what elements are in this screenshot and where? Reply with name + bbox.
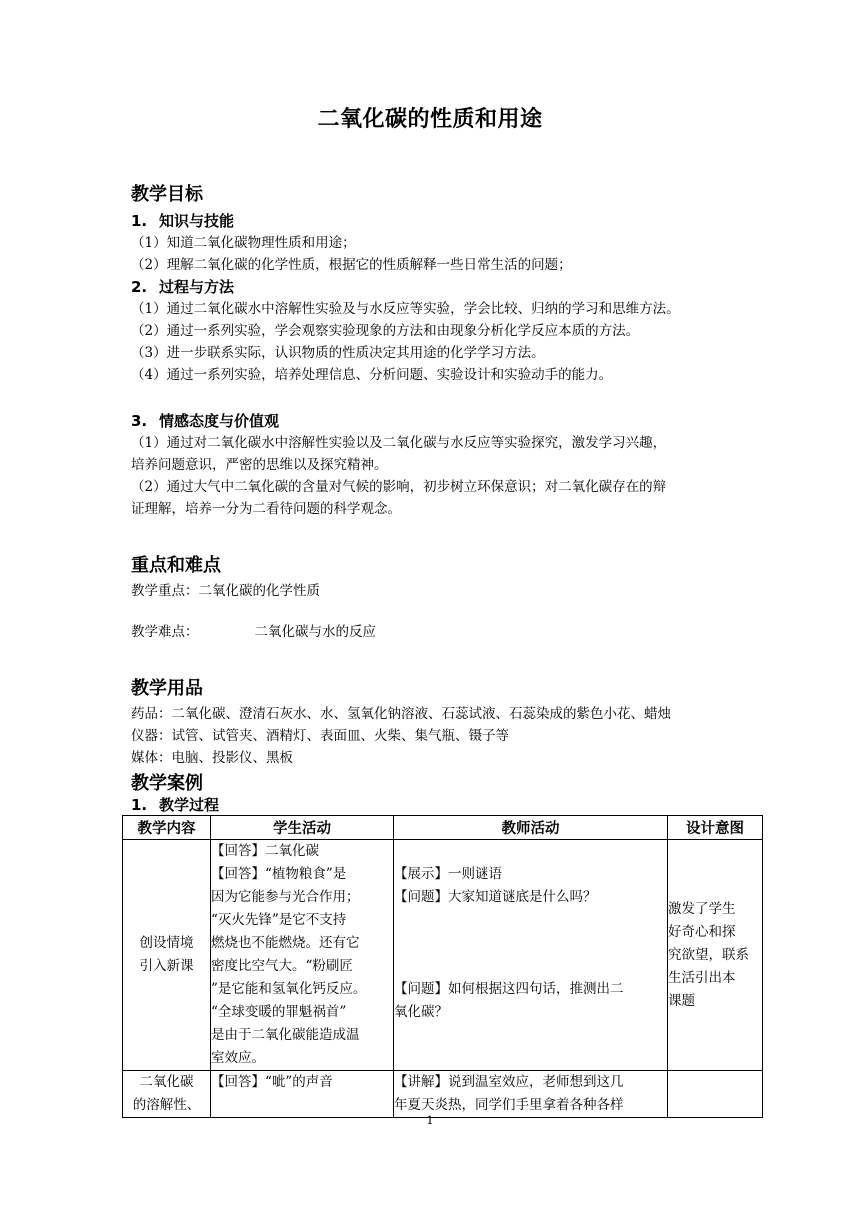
process-table (122, 815, 763, 1118)
goals-sub3-text (131, 432, 741, 520)
row1-intent-line: 究欲望，联系 (668, 946, 749, 963)
goals-sub3-line: 培养问题意识，严密的思维以及探究精神。 (131, 457, 388, 473)
goals-sub2-number: 2. (131, 278, 148, 296)
supplies-line: 媒体：电脑、投影仪、黑板 (131, 750, 293, 766)
row1-student-cell (211, 840, 394, 1071)
row1-intent-line: 激发了学生 (668, 900, 736, 917)
cases-sub1-title: 教学过程 (159, 796, 220, 814)
header-content: 教学内容 (123, 816, 211, 840)
row1-student-line: 是由于二氧化碳能造成温 (211, 1027, 360, 1043)
row2-content-line: 的溶解性、 (132, 1097, 201, 1113)
row1-intent-cell (668, 840, 763, 1071)
goals-sub3-line: （2）通过大气中二氧化碳的含量对气候的影响，初步树立环保意识；对二氧化碳存在的辩 (131, 479, 667, 495)
difficult-point (131, 621, 741, 643)
goals-heading: 教学目标 (131, 184, 203, 205)
row1-intent-line: 生活引出本 (668, 969, 736, 986)
row2-student-line: 【回答】“呲”的声音 (211, 1074, 333, 1090)
row1-student-line: 【回答】二氧化碳 (211, 843, 319, 859)
cases-sub1-number: 1. (131, 796, 148, 814)
table-row (123, 840, 763, 1071)
key-point-value: 二氧化碳的化学性质 (198, 583, 320, 599)
goals-sub2-line: （3）进一步联系实际，认识物质的性质决定其用途的化学学习方法。 (131, 345, 545, 361)
goals-sub2-title: 过程与方法 (159, 278, 235, 296)
row1-student-line: 燃烧也不能燃烧。还有它 (211, 935, 360, 951)
header-student: 学生活动 (211, 816, 394, 840)
focus-heading: 重点和难点 (131, 555, 221, 576)
cases-heading: 教学案例 (131, 773, 203, 794)
goals-sub3-line: （1）通过对二氧化碳水中溶解性实验以及二氧化碳与水反应等实验探究，激发学习兴趣， (131, 435, 667, 451)
row1-teacher-line: 【展示】一则谜语 (394, 866, 502, 882)
row2-content-cell (123, 1071, 211, 1118)
goals-sub1-heading (131, 210, 234, 231)
row2-content-line: 二氧化碳 (139, 1074, 194, 1090)
row1-intent-line: 课题 (668, 992, 695, 1009)
row2-teacher-line: 年夏天炎热，同学们手里拿着各种各样 (394, 1097, 624, 1113)
supplies-text (131, 703, 741, 769)
page-number: 1 (426, 1114, 434, 1127)
row1-content-cell (123, 840, 211, 1071)
goals-sub1-title: 知识与技能 (159, 212, 235, 230)
supplies-heading: 教学用品 (131, 678, 203, 699)
row1-teacher-cell (394, 840, 668, 1071)
supplies-line: 仪器：试管、试管夹、酒精灯、表面皿、火柴、集气瓶、镊子等 (131, 728, 509, 744)
row1-content-line: 创设情境 (139, 935, 194, 951)
row2-intent-cell (668, 1071, 763, 1118)
goals-sub1-line: （2）理解二氧化碳的化学性质，根据它的性质解释一些日常生活的问题； (131, 257, 572, 273)
row2-teacher-cell (394, 1071, 668, 1118)
row1-content-line: 引入新课 (139, 958, 194, 974)
goals-sub2-line: （2）通过一系列实验，学会观察实验现象的方法和由现象分析化学反应本质的方法。 (131, 323, 640, 339)
header-teacher: 教师活动 (394, 816, 668, 840)
key-point-label: 教学重点： (131, 583, 199, 599)
header-intent: 设计意图 (668, 816, 763, 840)
row2-student-cell (211, 1071, 394, 1118)
goals-sub1-number: 1. (131, 212, 148, 230)
goals-sub2-heading (131, 276, 234, 297)
row2-teacher-line: 【讲解】说到温室效应，老师想到这几 (394, 1074, 624, 1090)
row1-student-line: 因为它能参与光合作用； (211, 889, 360, 905)
row1-student-line: 室效应。 (211, 1050, 265, 1066)
row1-student-line: 密度比空气大。“粉刷匠 (211, 958, 353, 974)
goals-sub3-number: 3. (131, 412, 148, 430)
goals-sub2-text (131, 298, 741, 386)
row1-teacher-line: 【问题】如何根据这四句话，推测出二 (394, 981, 624, 997)
table-row (123, 1071, 763, 1118)
row1-teacher-line: 【问题】大家知道谜底是什么吗？ (394, 889, 597, 905)
key-point (131, 580, 741, 602)
row1-student-line: “全球变暖的罪魁祸首” (211, 1004, 347, 1020)
row1-intent-line: 好奇心和探 (668, 923, 736, 940)
difficult-point-value: 二氧化碳与水的反应 (254, 624, 376, 640)
goals-sub1-line: （1）知道二氧化碳物理性质和用途； (131, 235, 356, 251)
goals-sub1-text (131, 232, 741, 276)
supplies-line: 药品：二氧化碳、澄清石灰水、水、氢氧化钠溶液、石蕊试液、石蕊染成的紫色小花、蜡烛 (131, 706, 671, 722)
goals-sub2-line: （1）通过二氧化碳水中溶解性实验及与水反应等实验，学会比较、归纳的学习和思维方法。 (131, 301, 680, 317)
cases-sub1-heading (131, 794, 219, 815)
row1-student-line: 【回答】“植物粮食”是 (211, 866, 347, 882)
goals-sub2-line: （4）通过一系列实验，培养处理信息、分析问题、实验设计和实验动手的能力。 (131, 367, 613, 383)
row1-teacher-line: 氧化碳？ (394, 1004, 448, 1020)
table-header-row (123, 816, 763, 840)
goals-sub3-line: 证理解，培养一分为二看待问题的科学观念。 (131, 501, 401, 517)
row1-student-line: ”是它能和氢氧化钙反应。 (211, 981, 367, 997)
document-title: 二氧化碳的性质和用途 (317, 107, 543, 132)
goals-sub3-heading (131, 410, 279, 431)
row1-student-line: “灭火先锋”是它不支持 (211, 912, 347, 928)
goals-sub3-title: 情感态度与价值观 (159, 412, 280, 430)
difficult-point-label: 教学难点： (131, 624, 199, 640)
